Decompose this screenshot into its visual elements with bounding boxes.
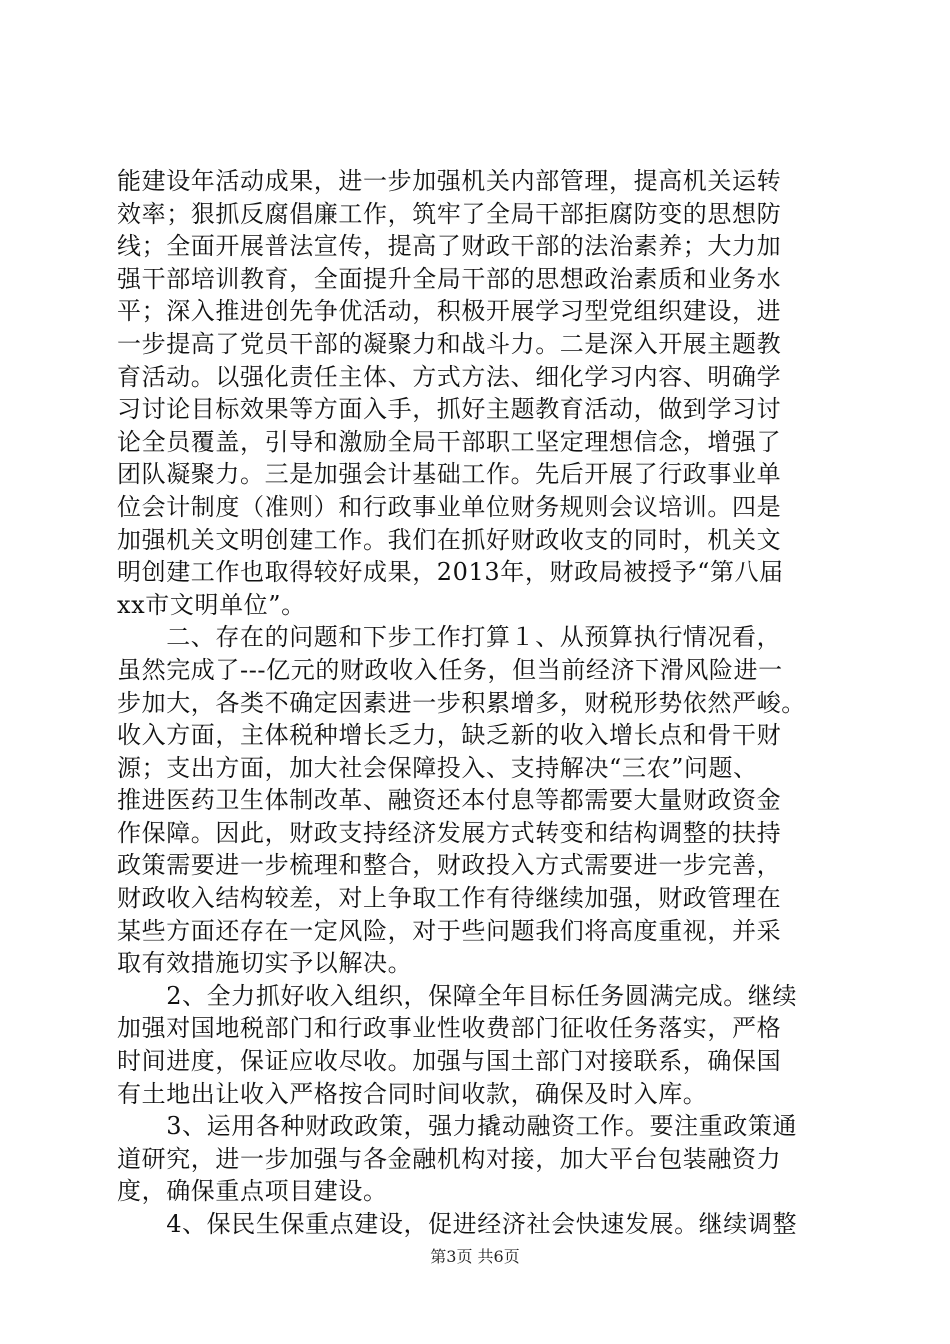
text-line: 收入方面，主体税种增长乏力，缺乏新的收入增长点和骨干财 [117, 721, 782, 750]
paragraph-2 [117, 621, 857, 980]
text-line: 道研究，进一步加强与各金融机构对接，加大平台包装融资力 [117, 1144, 782, 1173]
paragraph-3 [117, 980, 857, 1110]
text-line: 4、保民生保重点建设，促进经济社会快速发展。继续调整 [117, 1210, 798, 1238]
text-line: 时间进度，保证应收尽收。加强与国土部门对接联系，确保国 [117, 1047, 782, 1076]
text-line: 某些方面还存在一定风险，对于些问题我们将高度重视，并采 [117, 916, 782, 945]
text-line: 习讨论目标效果等方面入手，抓好主题教育活动，做到学习讨 [117, 395, 782, 424]
text-line: 加强机关文明创建工作。我们在抓好财政收支的同时，机关文 [117, 525, 782, 554]
text-line: 推进医药卫生体制改革、融资还本付息等都需要大量财政资金 [117, 786, 782, 815]
text-line: 团队凝聚力。三是加强会计基础工作。先后开展了行政事业单 [117, 460, 782, 489]
text-line: xx市文明单位”。 [117, 590, 306, 619]
text-line: 效率；狠抓反腐倡廉工作，筑牢了全局干部拒腐防变的思想防 [117, 199, 782, 228]
text-line: 强干部培训教育，全面提升全局干部的思想政治素质和业务水 [117, 264, 782, 293]
text-line: 政策需要进一步梳理和整合，财政投入方式需要进一步完善， [117, 851, 782, 880]
page-number-footer: 第3页 共6页 [430, 1247, 520, 1266]
document-body [117, 165, 857, 1241]
paragraph-5 [117, 1208, 857, 1241]
text-line: 有土地出让收入严格按合同时间收款，确保及时入库。 [117, 1079, 708, 1108]
text-line: 虽然完成了---亿元的财政收入任务，但当前经济下滑风险进一 [117, 655, 783, 684]
paragraph-1 [117, 165, 857, 621]
text-line: 论全员覆盖，引导和激励全局干部职工坚定理想信念，增强了 [117, 427, 782, 456]
text-line: 育活动。以强化责任主体、方式方法、细化学习内容、明确学 [117, 362, 782, 391]
text-line: 位会计制度（准则）和行政事业单位财务规则会议培训。四是 [117, 492, 782, 521]
text-line: 线；全面开展普法宣传，提高了财政干部的法治素养；大力加 [117, 232, 782, 261]
text-line: 明创建工作也取得较好成果，2013年，财政局被授予“第八届 [117, 558, 784, 587]
text-line: 一步提高了党员干部的凝聚力和战斗力。二是深入开展主题教 [117, 329, 782, 358]
text-line: 2、全力抓好收入组织，保障全年目标任务圆满完成。继续 [117, 981, 798, 1010]
text-line: 3、运用各种财政政策，强力撬动融资工作。要注重政策通 [117, 1112, 798, 1141]
text-line: 能建设年活动成果，进一步加强机关内部管理，提高机关运转 [117, 167, 782, 195]
text-line: 度，确保重点项目建设。 [117, 1177, 388, 1206]
text-line: 平；深入推进创先争优活动，积极开展学习型党组织建设，进 [117, 297, 782, 326]
text-line: 步加大，各类不确定因素进一步积累增多，财税形势依然严峻。 [117, 688, 806, 717]
text-line: 二、存在的问题和下步工作打算１、从预算执行情况看， [117, 623, 782, 652]
paragraph-4 [117, 1110, 857, 1208]
text-line: 加强对国地税部门和行政事业性收费部门征收任务落实，严格 [117, 1014, 782, 1043]
text-line: 财政收入结构较差，对上争取工作有待继续加强，财政管理在 [117, 884, 782, 913]
text-line: 取有效措施切实予以解决。 [117, 949, 413, 978]
text-line: 作保障。因此，财政支持经济发展方式转变和结构调整的扶持 [117, 818, 782, 847]
text-line: 源；支出方面，加大社会保障投入、支持解决“三农”问题、 [117, 753, 758, 782]
